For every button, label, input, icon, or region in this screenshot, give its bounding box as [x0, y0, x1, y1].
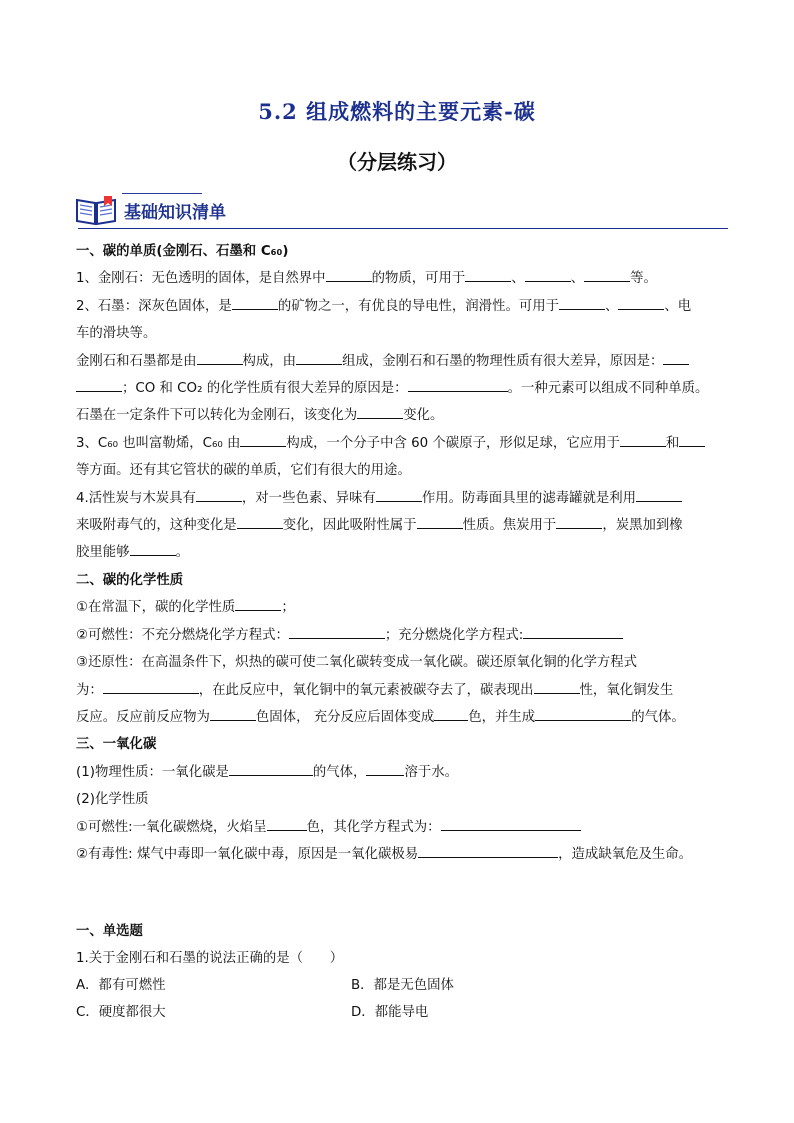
book-icon: [74, 194, 118, 226]
page-subtitle: （分层练习）: [337, 150, 457, 174]
page-title: 5.2 组成燃料的主要元素-碳: [258, 99, 536, 124]
part1-line-9: 4.活性炭与木炭具有 ，对一些色素、异味有 作用。防毒面具里的滤毒罐就是利用: [76, 485, 728, 512]
part2-line-4: 为： ，在此反应中，氧化铜中的氧元素被碳夺去了，碳表现出 性，氧化铜发生: [76, 677, 728, 704]
section-title: 基础知识清单: [124, 203, 226, 223]
part1-line-1: 1、金刚石：无色透明的固体，是自然界中 的物质，可用于 、 、 等。: [76, 265, 728, 292]
part3-line-1: (1)物理性质：一氧化碳是 的气体， 溶于水。: [76, 759, 728, 786]
part1-line-11: 胶里能够 。: [76, 539, 728, 566]
option-b[interactable]: B．都是无色固体: [351, 978, 454, 993]
part3-line-2: (2)化学性质: [76, 792, 149, 808]
options-row-2: [76, 999, 728, 1026]
option-a[interactable]: A．都有可燃性: [76, 978, 166, 993]
quiz-heading: 一、单选题: [76, 924, 143, 939]
question-1: 1.关于金刚石和石墨的说法正确的是（ ）: [76, 951, 344, 966]
part2-line-2: ②可燃性：不充分燃烧化学方程式： ；充分燃烧化学方程式:: [76, 622, 728, 649]
part1-line-3: 车的滑块等。: [76, 326, 157, 342]
part1-line-10: 来吸附毒气的，这种变化是 变化，因此吸附性属于 性质。焦炭用于 ，炭黑加到橡: [76, 512, 728, 539]
part1-line-8: 等方面。还有其它管状的碳的单质，它们有很大的用途。: [76, 463, 411, 479]
part1-line-6: 石墨在一定条件下可以转化为金刚石，该变化为 变化。: [76, 402, 728, 429]
part2-line-3: ③还原性：在高温条件下，炽热的碳可使二氧化碳转变成一氧化碳。碳还原氧化铜的化学方程式: [76, 655, 638, 671]
part3-line-4: ②有毒性: 煤气中毒即一氧化碳中毒，原因是一氧化碳极易 ，造成缺氧危及生命。: [76, 841, 728, 868]
part1-line-7: 3、C₆₀ 也叫富勒烯，C₆₀ 由 构成，一个分子中含 60 个碳原子，形似足球，它应用于 和: [76, 430, 728, 457]
option-c[interactable]: C．硬度都很大: [76, 1005, 166, 1020]
header-top-line: [122, 193, 202, 194]
part2-line-1: ①在常温下，碳的化学性质 ；: [76, 594, 728, 621]
quiz-section: [76, 918, 728, 1026]
part1-line-5: ；CO 和 CO₂ 的化学性质有很大差异的原因是： 。一种元素可以组成不同种单质。: [76, 375, 728, 402]
options-row-1: [76, 972, 728, 999]
part1-line-4: 金刚石和石墨都是由 构成，由 组成，金刚石和石墨的物理性质有很大差异，原因是：: [76, 348, 728, 375]
knowledge-list: [76, 238, 728, 868]
part1-line-2: 2、石墨：深灰色固体，是 的矿物之一，有优良的导电性，润滑性。可用于 、 、电: [76, 293, 728, 320]
section-rule: [78, 228, 728, 229]
part1-heading: 一、碳的单质(金刚石、石墨和 C₆₀): [76, 244, 289, 259]
part3-heading: 三、一氧化碳: [76, 737, 157, 753]
part2-line-5: 反应。反应前反应物为 色固体， 充分反应后固体变成 色，并生成 的气体。: [76, 704, 728, 731]
option-d[interactable]: D．都能导电: [351, 1005, 429, 1020]
part3-line-3: ①可燃性:一氧化碳燃烧，火焰呈 色，其化学方程式为：: [76, 814, 728, 841]
section-header: [74, 188, 728, 232]
part2-heading: 二、碳的化学性质: [76, 572, 184, 588]
